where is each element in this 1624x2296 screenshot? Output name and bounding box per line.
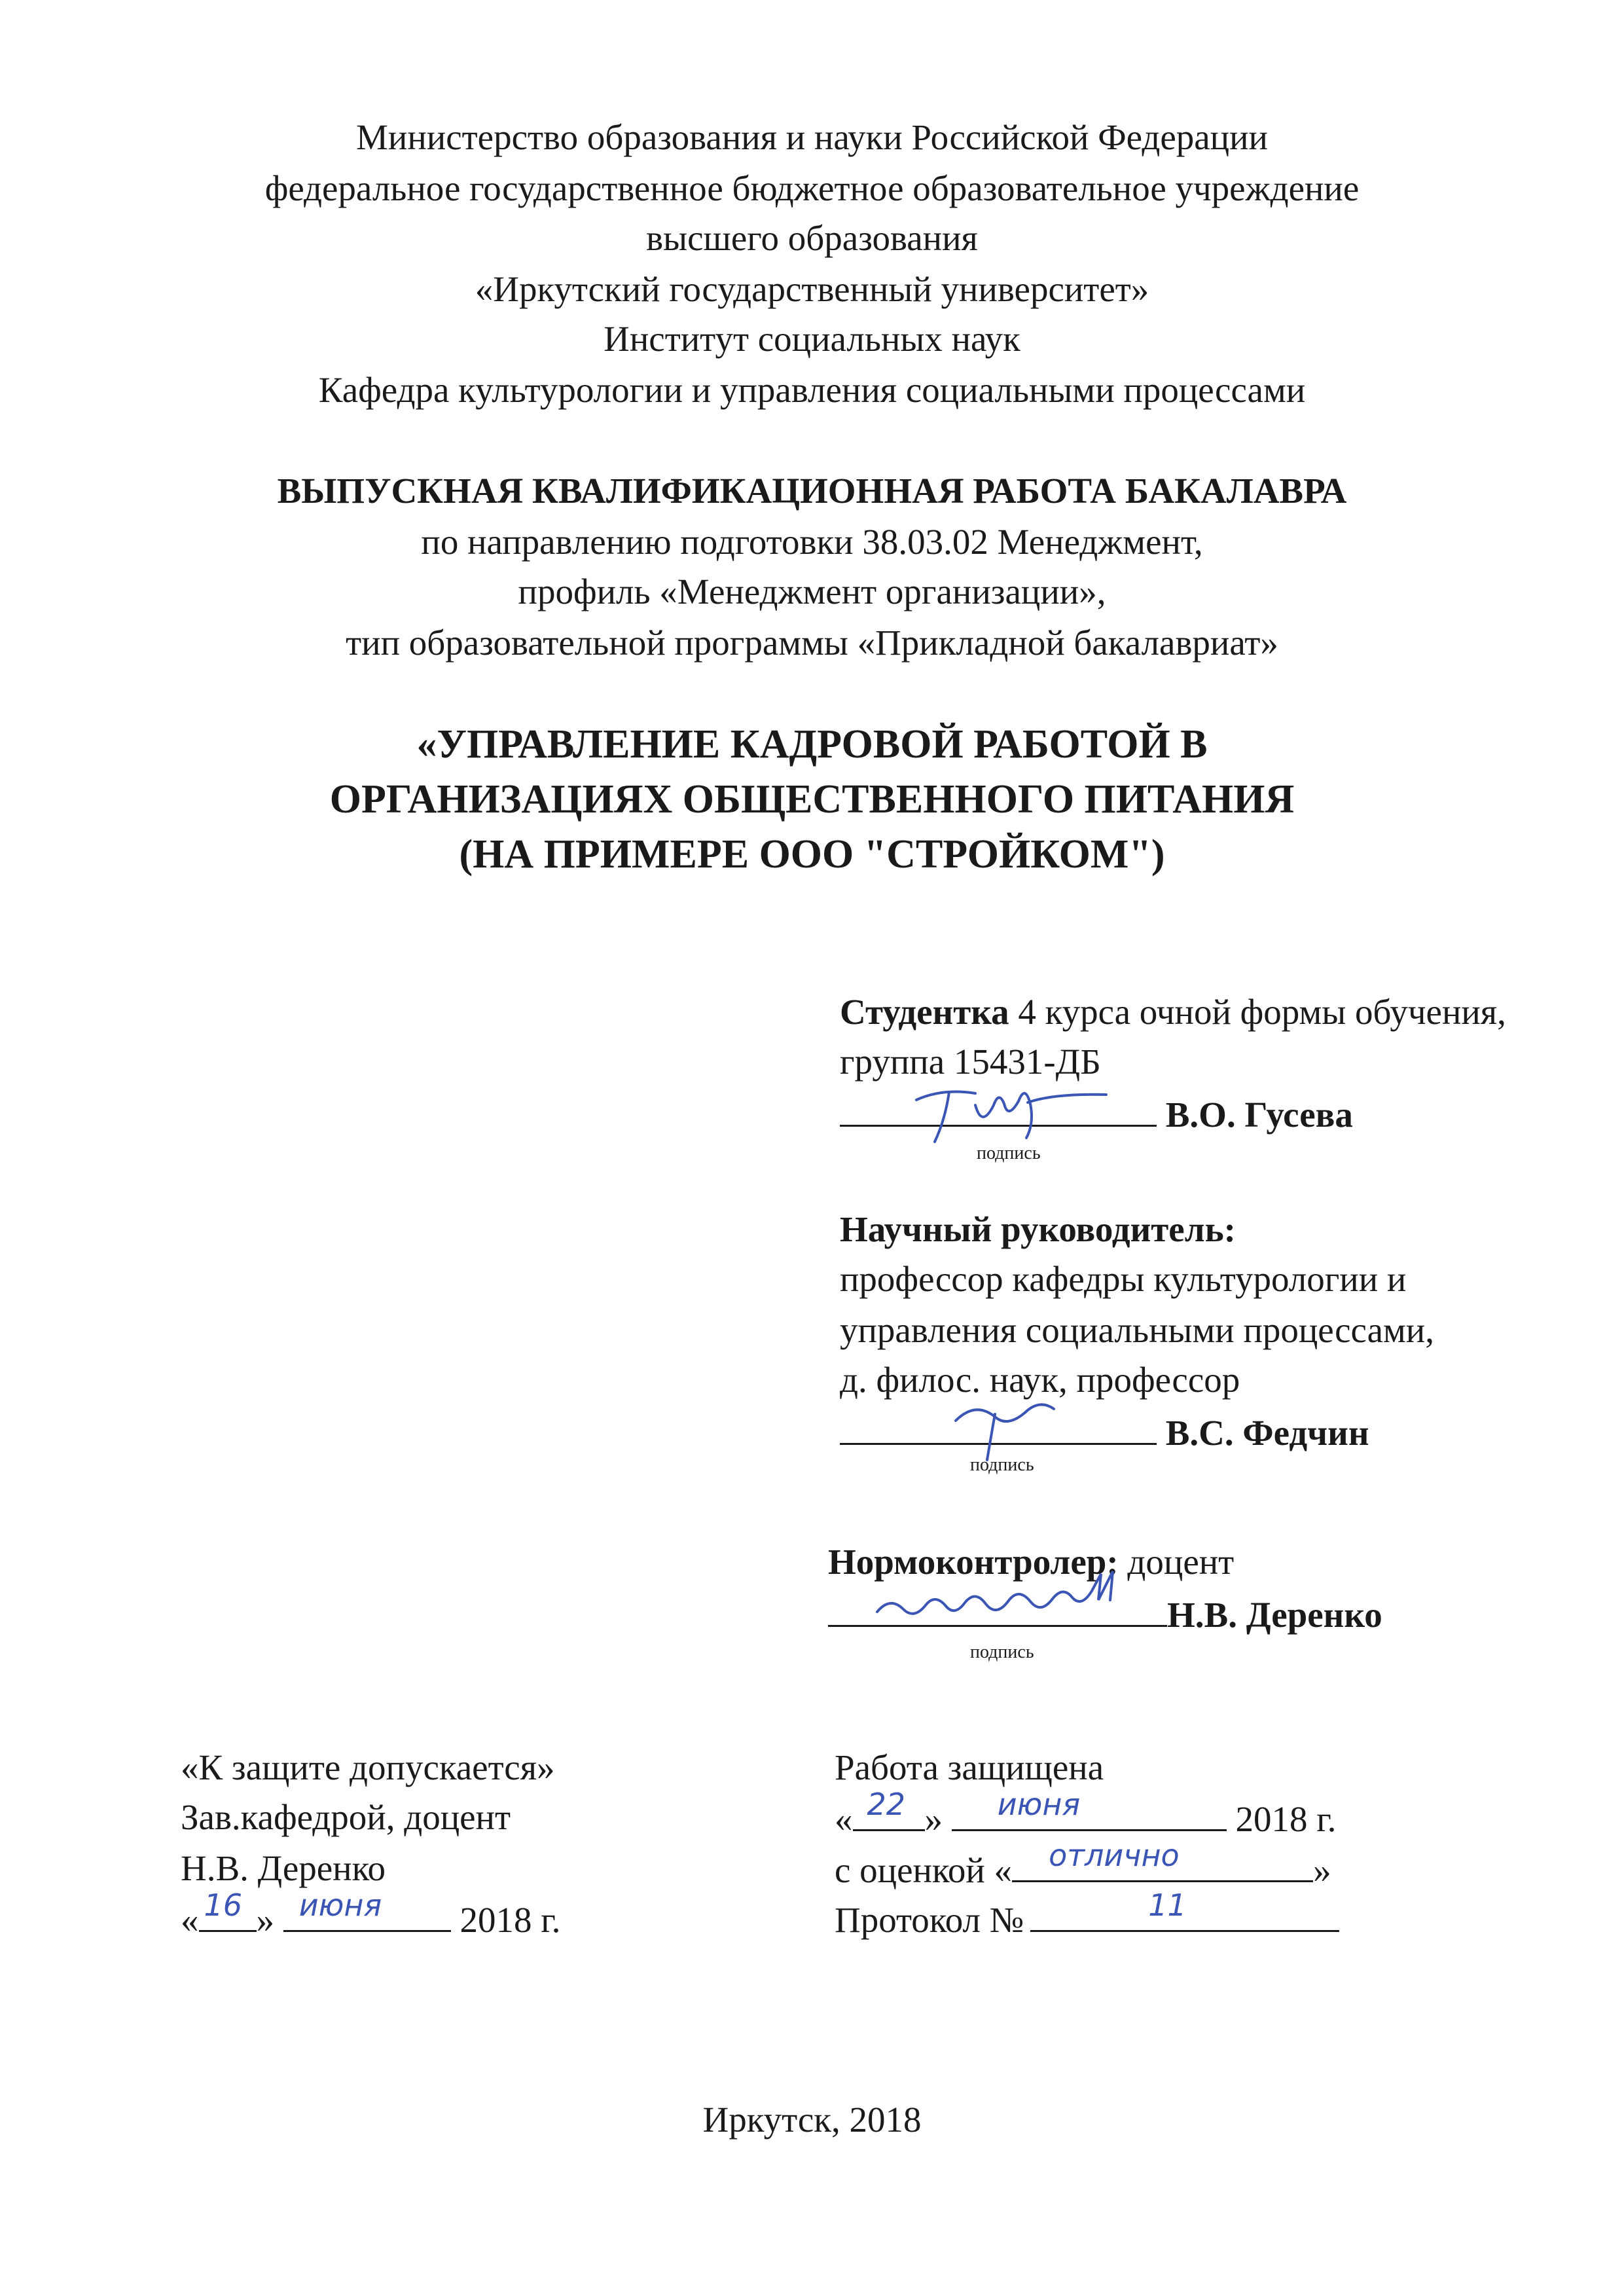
normcontrol-role: Нормоконтролер: — [828, 1542, 1119, 1582]
student-line — [840, 989, 1506, 1036]
defense-label: Работа защищена — [835, 1747, 1104, 1787]
supervisor-signature-line — [840, 1408, 1369, 1457]
admission-head: Зав.кафедрой, доцент — [181, 1797, 511, 1837]
institute-line: Институт социальных наук — [604, 319, 1020, 359]
ministry-line: Министерство образования и науки Российской Федерации — [356, 117, 1268, 157]
supervisor-role: Научный руководитель: — [840, 1209, 1236, 1249]
supervisor-position-1: профессор кафедры культурологии и — [840, 1259, 1407, 1299]
city-year: Иркутск, 2018 — [702, 2100, 922, 2140]
defense-grade-close: » — [1313, 1850, 1331, 1890]
thesis-title-line-2: ОРГАНИЗАЦИЯХ ОБЩЕСТВЕННОГО ПИТАНИЯ — [329, 777, 1295, 822]
defense-protocol-label: Протокол № — [835, 1900, 1024, 1940]
direction-line: по направлению подготовки 38.03.02 Менеджмент, — [421, 522, 1203, 562]
supervisor-degree: д. филос. наук, профессор — [840, 1360, 1240, 1400]
department-line: Кафедра культурологии и управления социальными процессами — [318, 370, 1306, 410]
admission-month-field — [283, 1887, 451, 1932]
education-level-line: высшего образования — [646, 218, 978, 258]
defense-grade-value: отлично — [1049, 1838, 1180, 1873]
program-line: тип образовательной программы «Прикладной бакалавриат» — [346, 623, 1278, 663]
normcontrol-name: Н.В. Деренко — [1167, 1595, 1382, 1635]
defense-protocol-number: 11 — [1148, 1887, 1187, 1923]
defense-year: 2018 г. — [1235, 1799, 1337, 1839]
supervisor-name: В.С. Федчин — [1165, 1413, 1369, 1453]
admission-day: 16 — [204, 1887, 243, 1923]
admission-date — [181, 1887, 561, 1944]
supervisor-signature-caption: подпись — [970, 1455, 1034, 1475]
defense-date-open-quote: « — [835, 1799, 853, 1839]
defense-day: 22 — [867, 1787, 906, 1822]
normcontrol-signature-caption: подпись — [970, 1642, 1034, 1662]
institution-type-line: федеральное государственное бюджетное образовательное учреждение — [264, 168, 1360, 208]
student-group: группа 15431-ДБ — [840, 1042, 1101, 1082]
admission-label: «К защите допускается» — [181, 1747, 555, 1787]
defense-protocol-field — [1030, 1887, 1339, 1932]
defense-month-field — [952, 1787, 1227, 1831]
admission-date-close-quote: » — [256, 1900, 274, 1940]
work-type: ВЫПУСКНАЯ КВАЛИФИКАЦИОННАЯ РАБОТА БАКАЛАВРА — [277, 471, 1347, 511]
defense-date-close-quote: » — [924, 1799, 943, 1839]
defense-grade-label: с оценкой « — [835, 1850, 1013, 1890]
defense-grade — [835, 1838, 1331, 1894]
student-role: Студентка — [840, 992, 1009, 1032]
thesis-title-line-3: (НА ПРИМЕРЕ ООО "СТРОЙКОМ") — [459, 832, 1165, 877]
admission-year: 2018 г. — [460, 1900, 561, 1940]
profile-line: профиль «Менеджмент организации», — [518, 572, 1106, 611]
student-signature-caption: подпись — [977, 1143, 1041, 1163]
admission-month: июня — [298, 1887, 382, 1923]
admission-date-open-quote: « — [181, 1900, 199, 1940]
defense-grade-field — [1012, 1838, 1313, 1882]
normcontrol-signature-scribble — [864, 1579, 1172, 1631]
supervisor-position-2: управления социальными процессами, — [840, 1310, 1434, 1350]
defense-day-field — [853, 1787, 925, 1831]
admission-name: Н.В. Деренко — [181, 1848, 386, 1888]
defense-month: июня — [997, 1787, 1081, 1822]
admission-day-field — [199, 1887, 257, 1932]
normcontrol-position: доцент — [1118, 1542, 1235, 1582]
student-name: В.О. Гусева — [1165, 1095, 1353, 1135]
student-signature-scribble — [903, 1074, 1113, 1152]
student-course: 4 курса очной формы обучения, — [1009, 992, 1506, 1032]
university-line: «Иркутский государственный университет» — [475, 269, 1149, 309]
defense-protocol — [835, 1887, 1339, 1944]
thesis-title-line-1: «УПРАВЛЕНИЕ КАДРОВОЙ РАБОТОЙ В — [416, 722, 1208, 767]
